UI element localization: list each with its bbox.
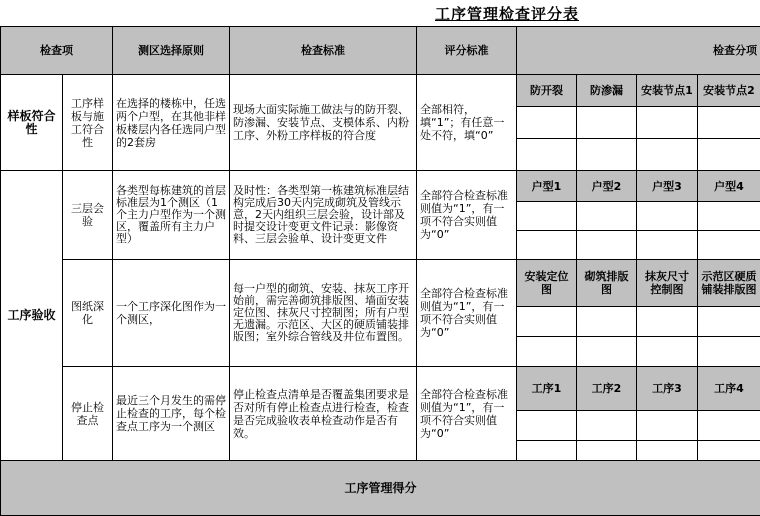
score-cell[interactable]	[698, 307, 760, 337]
score-cell[interactable]	[698, 441, 760, 461]
sample-col-2: 防渗漏	[577, 75, 637, 107]
score-cell[interactable]	[517, 139, 577, 171]
score-cell[interactable]	[517, 307, 577, 337]
score-cell[interactable]	[577, 441, 637, 461]
sample-standard: 现场大面实际施工做法与的防开裂、防渗漏、安装节点、支模体系、内粉工序、外粉工序样板的符合度	[230, 75, 417, 171]
score-cell[interactable]	[577, 107, 637, 139]
acceptance-category: 工序验收	[1, 171, 63, 461]
acceptance-row-3-labels	[1, 367, 760, 411]
score-cell[interactable]	[517, 337, 577, 367]
acceptance-1-col-2: 户型2	[577, 171, 637, 202]
acceptance-row-1-labels	[1, 171, 760, 202]
sample-category: 样板符合性	[1, 75, 63, 171]
sample-col-3: 安装节点1	[637, 75, 698, 107]
sample-col-4: 安装节点2	[698, 75, 760, 107]
score-cell[interactable]	[577, 337, 637, 367]
acceptance-standard-1: 及时性：各类型第一栋建筑标准层结构完成后30天内完成砌筑及管线示意，2天内组织三层会验，设计部及时提交设计变更文件记录：影像资料、三层会验单、设计变更文件	[230, 171, 417, 260]
acceptance-item-1: 三层会验	[63, 171, 113, 260]
acceptance-3-col-4: 工序4	[698, 367, 760, 411]
acceptance-scoring-3: 全部符合检查标准则值为“1”，有一项不符合实则值为“0”	[417, 367, 517, 461]
score-cell[interactable]	[577, 139, 637, 171]
acceptance-1-col-3: 户型3	[637, 171, 698, 202]
acceptance-3-col-2: 工序2	[577, 367, 637, 411]
score-cell[interactable]	[577, 231, 637, 260]
acceptance-3-col-3: 工序3	[637, 367, 698, 411]
sample-item: 工序样板与施工符合性	[63, 75, 113, 171]
acceptance-scoring-2: 全部符合检查标准则值为“1”，有一项不符合实则值为“0”	[417, 260, 517, 367]
score-cell[interactable]	[698, 202, 760, 231]
acceptance-item-3: 停止检查点	[63, 367, 113, 461]
score-cell[interactable]	[637, 337, 698, 367]
acceptance-3-col-1: 工序1	[517, 367, 577, 411]
inspection-table	[0, 26, 760, 516]
acceptance-2-col-1: 安装定位图	[517, 260, 577, 307]
acceptance-2-col-3: 抹灰尺寸控制图	[637, 260, 698, 307]
acceptance-principle-2: 一个工序深化图作为一个测区，	[113, 260, 230, 367]
score-cell[interactable]	[698, 107, 760, 139]
header-scoring: 评分标准	[417, 27, 517, 75]
acceptance-standard-2: 每一户型的砌筑、安装、抹灰工序开始前，需完善砌筑排版图、墙面安装定位图、抹灰尺寸控制图；所有户型无遗漏。示范区、大区的硬质铺装排版图；室外综合管线及井位布置图。	[230, 260, 417, 367]
score-cell[interactable]	[637, 307, 698, 337]
acceptance-standard-3: 停止检查点清单是否覆盖集团要求是否对所有停止检查点进行检查，检查是否完成验收表单检查动作是否有效。	[230, 367, 417, 461]
total-score-label: 工序管理得分	[1, 461, 760, 516]
score-cell[interactable]	[517, 441, 577, 461]
acceptance-item-2: 图纸深化	[63, 260, 113, 367]
footer-row	[1, 461, 760, 516]
acceptance-1-col-4: 户型4	[698, 171, 760, 202]
header-sub-score: 检查分项	[517, 27, 760, 75]
sample-col-1: 防开裂	[517, 75, 577, 107]
acceptance-2-col-4: 示范区硬质铺装排版图	[698, 260, 760, 307]
score-cell[interactable]	[637, 231, 698, 260]
header-inspection-item: 检查项	[1, 27, 113, 75]
score-cell[interactable]	[577, 202, 637, 231]
score-cell[interactable]	[637, 441, 698, 461]
acceptance-1-col-1: 户型1	[517, 171, 577, 202]
header-area-principle: 测区选择原则	[113, 27, 230, 75]
header-standard: 检查标准	[230, 27, 417, 75]
acceptance-principle-1: 各类型每栋建筑的首层标准层为1个测区（1个主力户型作为一个测区，覆盖所有主力户型）	[113, 171, 230, 260]
score-cell[interactable]	[517, 202, 577, 231]
score-cell[interactable]	[517, 107, 577, 139]
score-cell[interactable]	[698, 231, 760, 260]
score-cell[interactable]	[698, 337, 760, 367]
acceptance-principle-3: 最近三个月发生的需停止检查的工序，每个检查点工序为一个测区	[113, 367, 230, 461]
sample-principle: 在选择的楼栋中，任选两个户型，在其他非样板楼层内各任选同户型的2套房	[113, 75, 230, 171]
sheet-title: 工序管理检查评分表	[435, 3, 579, 24]
score-cell[interactable]	[637, 202, 698, 231]
acceptance-row-2-labels	[1, 260, 760, 307]
sample-row-labels	[1, 75, 760, 107]
score-cell[interactable]	[577, 411, 637, 441]
score-cell[interactable]	[517, 411, 577, 441]
score-cell[interactable]	[517, 231, 577, 260]
score-cell[interactable]	[698, 411, 760, 441]
acceptance-2-col-2: 砌筑排版图	[577, 260, 637, 307]
score-cell[interactable]	[637, 107, 698, 139]
score-cell[interactable]	[637, 139, 698, 171]
header-row	[1, 27, 760, 75]
score-cell[interactable]	[577, 307, 637, 337]
title-row	[0, 0, 760, 26]
acceptance-scoring-1: 全部符合检查标准则值为“1”，有一项不符合实则值为“0”	[417, 171, 517, 260]
score-cell[interactable]	[698, 139, 760, 171]
sample-scoring: 全部相符，填“1”；有任意一处不符，填“0”	[417, 75, 517, 171]
score-cell[interactable]	[637, 411, 698, 441]
